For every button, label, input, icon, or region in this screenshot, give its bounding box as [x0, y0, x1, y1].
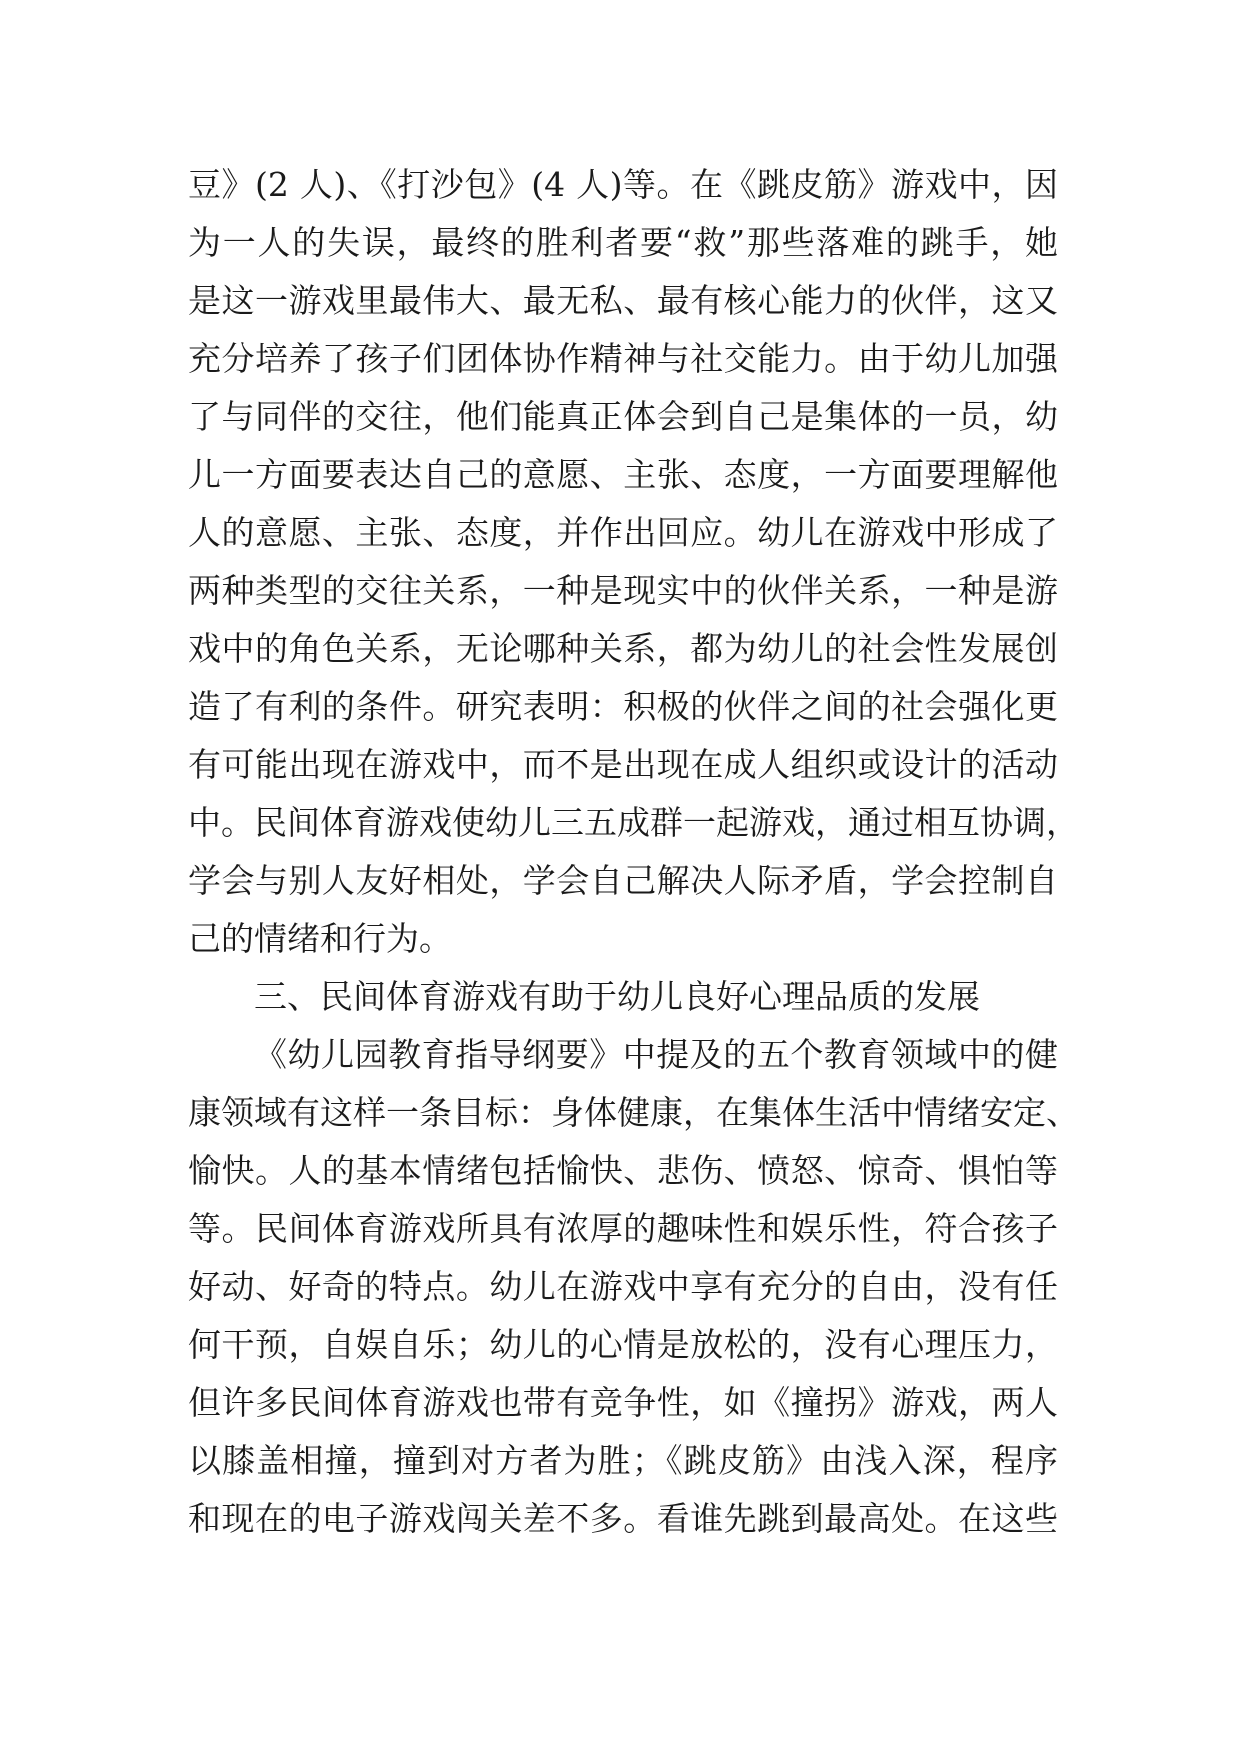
text-line: 以膝盖相撞，撞到对方者为胜；《跳皮筋》由浅入深，程序: [188, 1441, 1058, 1480]
text-line: 学会与别人友好相处，学会自己解决人际矛盾，学会控制自: [188, 861, 1058, 900]
text-line: 中。民间体育游戏使幼儿三五成群一起游戏，通过相互协调，: [188, 803, 1079, 842]
text-line: 戏中的角色关系，无论哪种关系，都为幼儿的社会性发展创: [188, 629, 1058, 668]
text-line: 为一人的失误，最终的胜利者要“救”那些落难的跳手，她: [188, 223, 1058, 262]
text-line: 好动、好奇的特点。幼儿在游戏中享有充分的自由，没有任: [188, 1267, 1058, 1306]
text-line: 豆》(2 人)、《打沙包》(4 人)等。在《跳皮筋》游戏中，因: [188, 165, 1058, 204]
text-line: 康领域有这样一条目标：身体健康，在集体生活中情绪安定、: [188, 1093, 1079, 1132]
text-line: 何干预，自娱自乐；幼儿的心情是放松的，没有心理压力，: [188, 1325, 1058, 1364]
body-text: [188, 156, 1079, 1548]
text-line: 《幼儿园教育指导纲要》中提及的五个教育领域中的健: [254, 1035, 1058, 1074]
text-line: 造了有利的条件。研究表明：积极的伙伴之间的社会强化更: [188, 687, 1058, 726]
text-line: 了与同伴的交往，他们能真正体会到自己是集体的一员，幼: [188, 397, 1058, 436]
text-line: 等。民间体育游戏所具有浓厚的趣味性和娱乐性，符合孩子: [188, 1209, 1058, 1248]
text-line: 愉快。人的基本情绪包括愉快、悲伤、愤怒、惊奇、惧怕等: [188, 1151, 1058, 1190]
text-line: 儿一方面要表达自己的意愿、主张、态度，一方面要理解他: [188, 455, 1058, 494]
text-line: 有可能出现在游戏中，而不是出现在成人组织或设计的活动: [188, 745, 1058, 784]
text-line: 和现在的电子游戏闯关差不多。看谁先跳到最高处。在这些: [188, 1499, 1058, 1538]
text-line: 人的意愿、主张、态度，并作出回应。幼儿在游戏中形成了: [188, 513, 1058, 552]
text-line: 两种类型的交往关系，一种是现实中的伙伴关系，一种是游: [188, 571, 1058, 610]
text-line: 己的情绪和行为。: [188, 919, 452, 958]
text-line: 但许多民间体育游戏也带有竞争性，如《撞拐》游戏，两人: [188, 1383, 1058, 1422]
text-line: 是这一游戏里最伟大、最无私、最有核心能力的伙伴，这又: [188, 281, 1058, 320]
section-heading: 三、民间体育游戏有助于幼儿良好心理品质的发展: [254, 977, 980, 1016]
text-line: 充分培养了孩子们团体协作精神与社交能力。由于幼儿加强: [188, 339, 1058, 378]
